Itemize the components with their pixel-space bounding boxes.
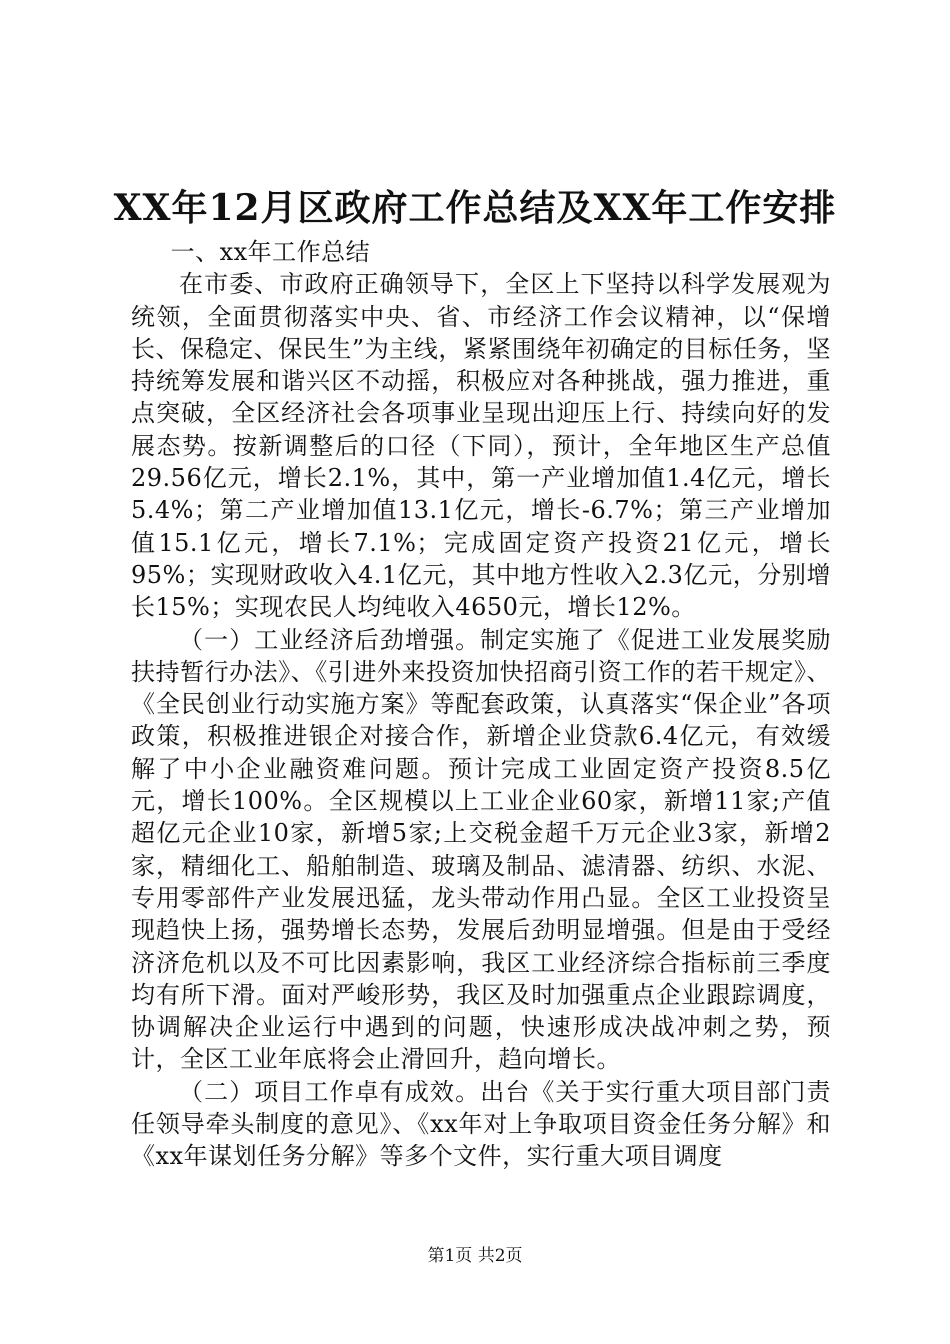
section-heading: 一、xx年工作总结 (170, 238, 371, 266)
page-footer: 第1页 共2页 (427, 1246, 523, 1266)
document-title: XX年12月区政府工作总结及XX年工作安排 (113, 187, 837, 229)
body-paragraph: （二）项目工作卓有成效。出台《关于实行重大项目部门责任领导牵头制度的意见》、《xx年对上争取项目资金任务分解》和《xx年谋划任务分解》等多个文件，实行重大项目调度 (131, 1077, 831, 1171)
body-paragraph: （一）工业经济后劲增强。制定实施了《促进工业发展奖励扶持暂行办法》、《引进外来投资加快招商引资工作的若干规定》、《全民创业行动实施方案》等配套政策，认真落实“保企业”各项政策，积极推进银企对接合作，新增企业贷款6.4亿元，有效缓解了中小企业融资难问题。预计完成工业固定资产投资8.5亿元，增长100%。全区规模以上工业企业60家，新增11家;产值超亿元企业10家，新增5家;上交税金超千万元企业3家，新增2家，精细化工、船舶制造、玻璃及制品、滤清器、纺织、水泥、专用零部件产业发展迅猛，龙头带动作用凸显。全区工业投资呈现趋快上扬，强势增长态势，发展后劲明显增强。但是由于受经济济危机以及不可比因素影响，我区工业经济综合指标前三季度均有所下滑。面对严峻形势，我区及时加强重点企业跟踪调度，协调解决企业运行中遇到的问题，快速形成决战冲刺之势，预计，全区工业年底将会止滑回升，趋向增长。 (131, 625, 831, 1074)
body-paragraph: 在市委、市政府正确领导下，全区上下坚持以科学发展观为统领，全面贯彻落实中央、省、市经济工作会议精神，以“保增长、保稳定、保民生”为主线，紧紧围绕年初确定的目标任务，坚持统筹发展和谐兴区不动摇，积极应对各种挑战，强力推进，重点突破，全区经济社会各项事业呈现出迎压上行、持续向好的发展态势。按新调整后的口径（下同），预计，全年地区生产总值29.56亿元，增长2.1%，其中，第一产业增加值1.4亿元，增长5.4%；第二产业增加值13.1亿元，增长-6.7%；第三产业增加值15.1亿元，增长7.1%；完成固定资产投资21亿元，增长95%；实现财政收入4.1亿元，其中地方性收入2.3亿元，分别增长15%；实现农民人均纯收入4650元，增长12%。 (131, 270, 831, 622)
document-body (131, 236, 831, 1173)
